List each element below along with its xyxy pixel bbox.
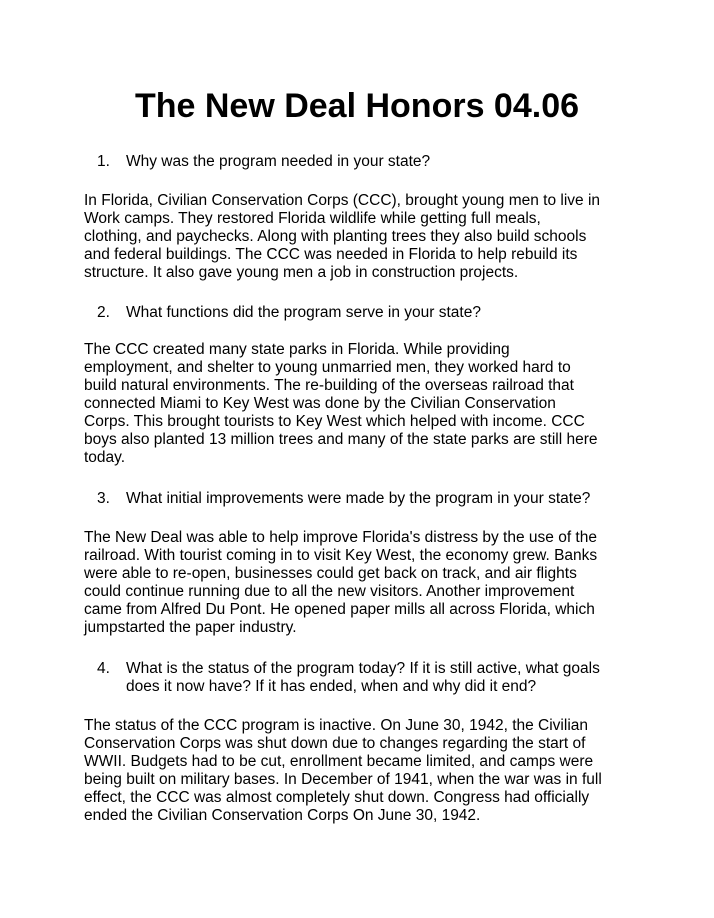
answer-line: ended the Civilian Conservation Corps On June 30, 1942.: [84, 807, 481, 824]
answer-line: today.: [84, 449, 126, 466]
question-number: 3.: [97, 490, 110, 507]
answer-line: employment, and shelter to young unmarried men, they worked hard to: [84, 359, 571, 376]
answer-line: Work camps. They restored Florida wildlife while getting full meals,: [84, 210, 541, 227]
question-text: What functions did the program serve in your state?: [126, 304, 481, 321]
answer-4: [84, 717, 644, 825]
answer-line: structure. It also gave young men a job in construction projects.: [84, 264, 519, 281]
question-number: 1.: [97, 153, 110, 170]
question-3: [97, 490, 637, 508]
answer-line: Conservation Corps was shut down due to changes regarding the start of: [84, 735, 586, 752]
question-text: What is the status of the program today? If it is still active, what goals does it now have? If it has ended, when and why did it end?: [126, 660, 600, 695]
answer-line: being built on military bases. In December of 1941, when the war was in full: [84, 771, 602, 788]
answer-line: clothing, and paychecks. Along with planting trees they also build schools: [84, 228, 587, 245]
answer-line: railroad. With tourist coming in to visit Key West, the economy grew. Banks: [84, 547, 598, 564]
answer-line: came from Alfred Du Pont. He opened paper mills all across Florida, which: [84, 601, 595, 618]
answer-line: connected Miami to Key West was done by the Civilian Conservation: [84, 395, 556, 412]
answer-line: could continue running due to all the new visitors. Another improvement: [84, 583, 575, 600]
question-4: [97, 660, 637, 696]
answer-line: The CCC created many state parks in Florida. While providing: [84, 341, 510, 358]
answer-line: were able to re-open, businesses could get back on track, and air flights: [84, 565, 577, 582]
answer-2: [84, 341, 644, 467]
answer-1: [84, 192, 644, 282]
answer-line: effect, the CCC was almost completely shut down. Congress had officially: [84, 789, 590, 806]
question-2: [97, 304, 637, 322]
question-number: 4.: [97, 660, 110, 677]
question-number: 2.: [97, 304, 110, 321]
answer-line: and federal buildings. The CCC was needed in Florida to help rebuild its: [84, 246, 578, 263]
answer-line: In Florida, Civilian Conservation Corps (CCC), brought young men to live in: [84, 192, 601, 209]
answer-line: boys also planted 13 million trees and many of the state parks are still here: [84, 431, 598, 448]
answer-line: jumpstarted the paper industry.: [84, 619, 297, 636]
question-text: What initial improvements were made by the program in your state?: [126, 490, 591, 507]
answer-line: WWII. Budgets had to be cut, enrollment became limited, and camps were: [84, 753, 594, 770]
document-title: The New Deal Honors 04.06: [134, 87, 580, 125]
answer-line: build natural environments. The re-building of the overseas railroad that: [84, 377, 574, 394]
answer-line: Corps. This brought tourists to Key West which helped with income. CCC: [84, 413, 585, 430]
answer-line: The New Deal was able to help improve Florida's distress by the use of the: [84, 529, 597, 546]
question-text: Why was the program needed in your state?: [126, 153, 431, 170]
question-1: [97, 153, 637, 171]
answer-3: [84, 529, 644, 637]
answer-line: The status of the CCC program is inactive. On June 30, 1942, the Civilian: [84, 717, 588, 734]
